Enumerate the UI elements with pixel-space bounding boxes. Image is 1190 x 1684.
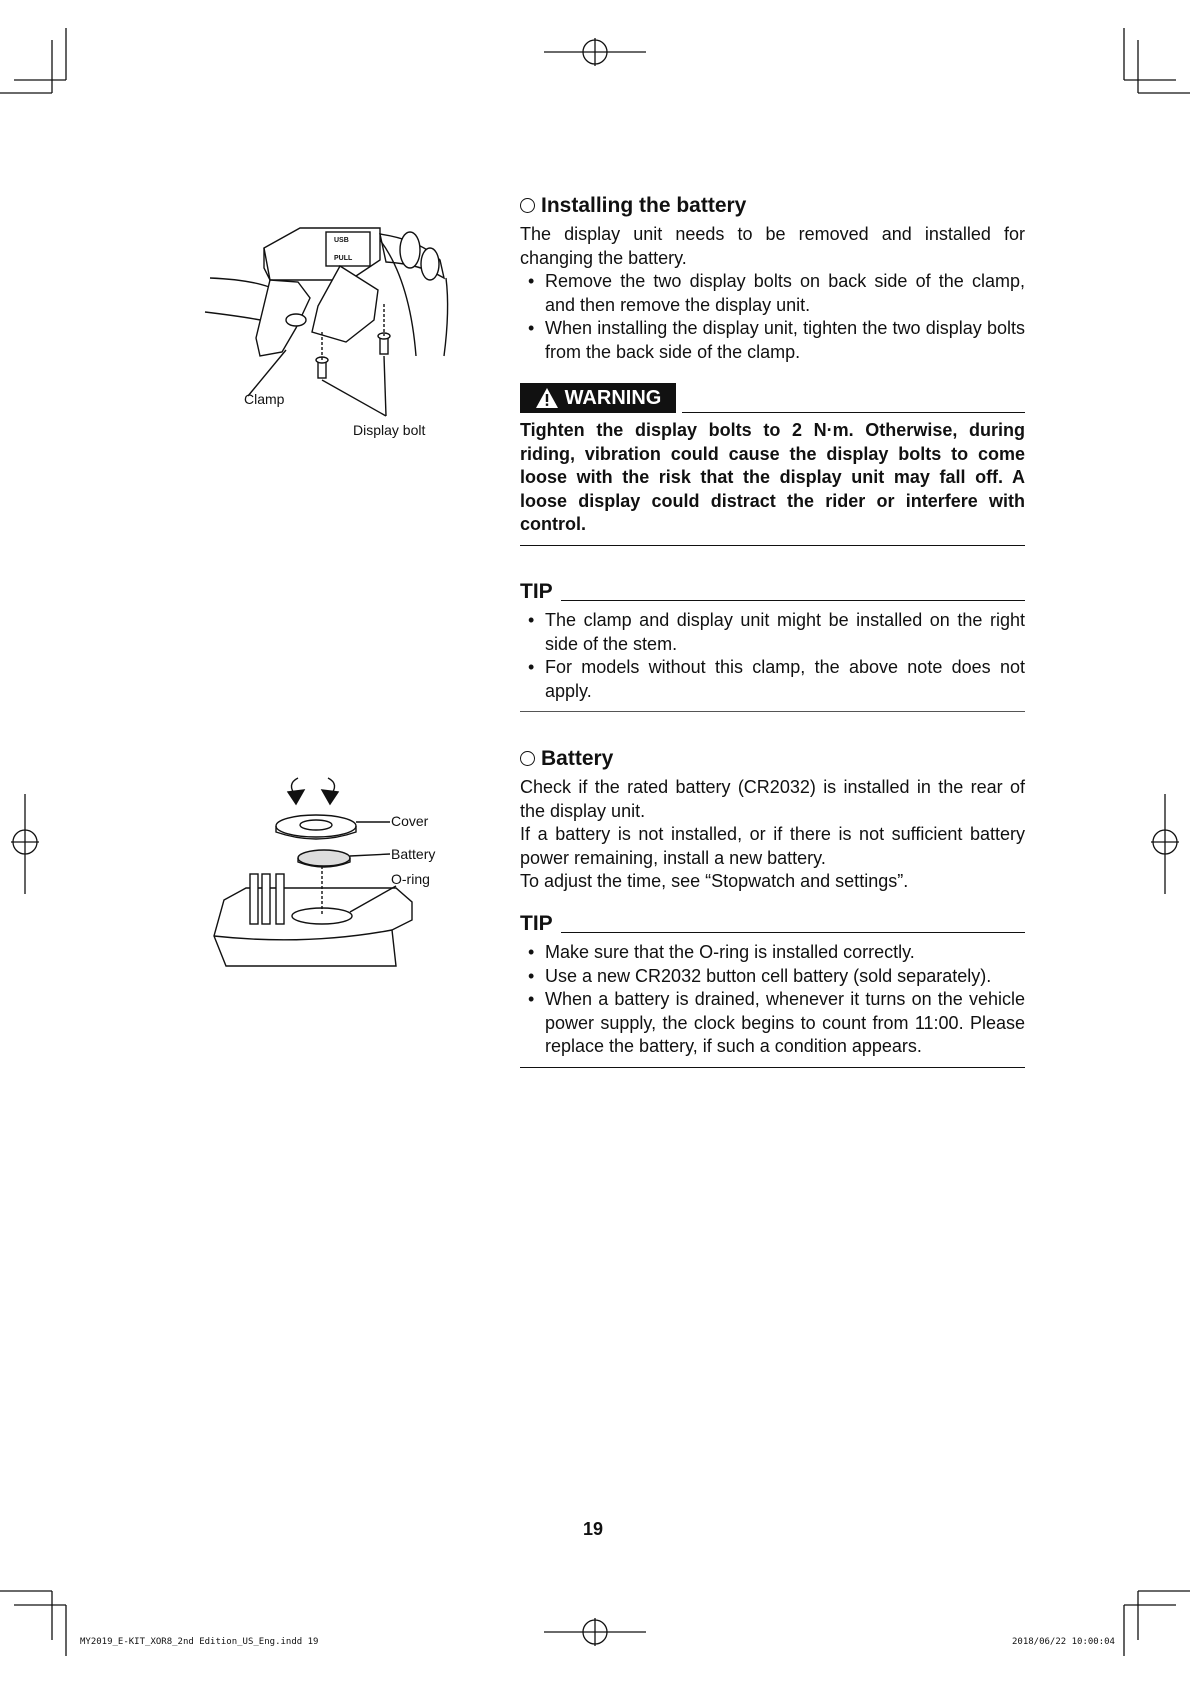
paragraph: To adjust the time, see “Stopwatch and settings”. bbox=[520, 871, 909, 891]
tip-label: TIP bbox=[520, 580, 553, 603]
tip-block-2 bbox=[520, 910, 1025, 1068]
list-item: • Use a new CR2032 button cell battery (sold separately). bbox=[520, 965, 1025, 989]
list-item: • For models without this clamp, the above note does not apply. bbox=[520, 656, 1025, 703]
list-item: • When a battery is drained, whenever it turns on the vehicle power supply, the clock begins to count from 11:00. Please replace the battery, if such a condition appears. bbox=[520, 988, 1025, 1059]
list-item: • Remove the two display bolts on back side of the clamp, and then remove the display unit. bbox=[520, 270, 1025, 317]
battery-caption: Battery bbox=[391, 846, 436, 862]
slug-right: 2018/06/22 10:00:04 bbox=[1012, 1637, 1115, 1647]
paragraph: If a battery is not installed, or if there is not sufficient battery power remaining, install a new battery. bbox=[520, 824, 1025, 868]
display-bolt-caption: Display bolt bbox=[353, 422, 426, 438]
list-item: • The clamp and display unit might be installed on the right side of the stem. bbox=[520, 609, 1025, 656]
divider bbox=[520, 1067, 1025, 1068]
warning-triangle-icon bbox=[535, 387, 559, 409]
cover-caption: Cover bbox=[391, 813, 429, 829]
paragraph: Check if the rated battery (CR2032) is installed in the rear of the display unit. bbox=[520, 777, 1025, 821]
slug-left: MY2019_E-KIT_XOR8_2nd Edition_US_Eng.indd 19 bbox=[80, 1637, 319, 1647]
divider bbox=[682, 412, 1025, 413]
installing-battery-section bbox=[520, 193, 1025, 364]
page-number: 19 bbox=[583, 1519, 604, 1539]
list-item: • Make sure that the O-ring is installed correctly. bbox=[520, 941, 1025, 965]
installing-heading-text: Installing the battery bbox=[541, 194, 747, 217]
warning-label: WARNING bbox=[564, 386, 662, 409]
divider bbox=[520, 711, 1025, 712]
section-heading bbox=[520, 193, 1025, 219]
divider bbox=[561, 932, 1025, 933]
clamp-caption: Clamp bbox=[244, 391, 285, 407]
tip-block-1 bbox=[520, 578, 1025, 712]
clamp-display-illustration bbox=[200, 220, 460, 450]
warning-badge bbox=[520, 383, 676, 413]
pull-label: PULL bbox=[334, 255, 353, 262]
section-heading bbox=[520, 746, 1025, 772]
usb-label: USB bbox=[334, 237, 349, 244]
intro-paragraph: The display unit needs to be removed and installed for changing the battery. bbox=[520, 224, 1025, 268]
list-item: • When installing the display unit, tighten the two display bolts from the back side of the clamp. bbox=[520, 317, 1025, 364]
warning-block bbox=[520, 383, 1025, 546]
circle-bullet-icon bbox=[520, 751, 535, 766]
divider bbox=[561, 600, 1025, 601]
battery-section bbox=[520, 746, 1025, 894]
o-ring-caption: O-ring bbox=[391, 871, 430, 887]
battery-heading-text: Battery bbox=[541, 747, 614, 770]
warning-text: Tighten the display bolts to 2 N·m. Otherwise, during riding, vibration could cause the display bolts to come loose with the risk that the display unit may fall off. A loose display could distract the rider or interfere with control. bbox=[520, 420, 1025, 534]
divider bbox=[520, 545, 1025, 546]
tip-label: TIP bbox=[520, 912, 553, 935]
circle-bullet-icon bbox=[520, 198, 535, 213]
